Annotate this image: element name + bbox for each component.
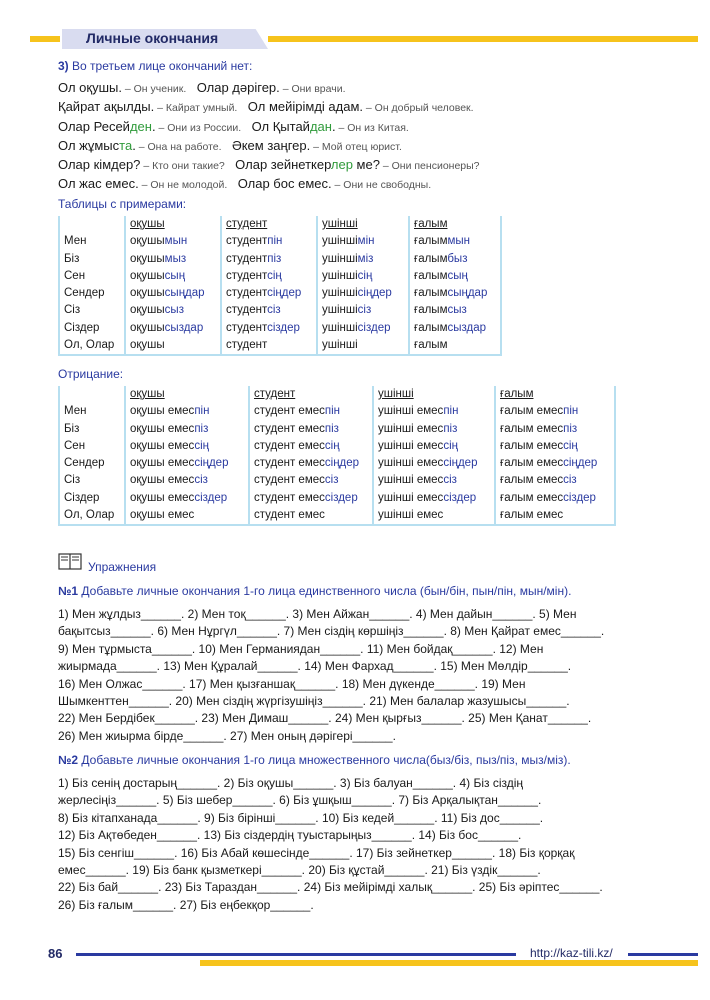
task2-number: №2 (58, 753, 79, 767)
table-cell (317, 320, 409, 337)
word-ending: піз (563, 422, 578, 435)
exercise-line: 22) Мен Бердібек______. 23) Мен Димаш______. 24) Мен қырғыз______. 25) Мен Қанат______. (58, 711, 592, 726)
word-ending: сіз (194, 474, 208, 487)
table-header: ғалым (409, 216, 501, 233)
example-translation: – Он ученик. (121, 83, 187, 95)
word-stem: ғалым емес (500, 457, 564, 470)
exercise-line: 15) Біз сенгіш______. 16) Біз Абай көшесінде______. 17) Біз зейнеткер______. 18) Біз қорқақ (58, 845, 575, 860)
word-stem: ушінші емес (378, 457, 444, 470)
table-header: ғалым (495, 386, 615, 403)
word-ending: сың (447, 269, 468, 282)
table-cell (249, 455, 373, 472)
pronoun-cell: Сіз (59, 302, 125, 319)
word-stem: студент (226, 287, 268, 300)
table-caption: Таблицы с примерами: (58, 197, 187, 211)
table-cell (317, 302, 409, 319)
exercise-line: Шымкенттен______. 20) Мен сіздің жүргізушіңіз______. 21) Мен балалар жазушысы______. (58, 694, 570, 709)
pronoun-cell: Сендер (59, 285, 125, 302)
word-ending: сіңдер (194, 457, 229, 470)
example-kazakh: Қайрат ақылды. (58, 99, 155, 114)
example-line (58, 80, 345, 95)
word-ending: сіңдер (563, 457, 598, 470)
word-ending: сыздар (447, 321, 487, 334)
exercise-line: 26) Мен жиырма бірде______. 27) Мен оның дәрігері______. (58, 728, 396, 743)
pronoun-cell: Сіздер (59, 320, 125, 337)
table-header: студент (221, 216, 317, 233)
word-ending: мыз (164, 252, 187, 265)
example-kazakh: Ол жас емес. (58, 176, 139, 191)
word-stem: ғалым (414, 235, 448, 248)
table-cell (373, 507, 495, 525)
example-kazakh: Ол мейірімді адам. (247, 99, 363, 114)
word-stem: ушінші емес (378, 474, 444, 487)
word-stem: ғалым (414, 252, 448, 265)
table-cell (249, 472, 373, 489)
example-kazakh: Олар кімдер? (58, 157, 141, 172)
word-stem: ушінші (322, 252, 358, 265)
table-cell (373, 421, 495, 438)
word-ending: сің (324, 439, 340, 452)
pronoun-cell: Ол, Олар (59, 337, 125, 355)
pronoun-cell: Сіздер (59, 490, 125, 507)
word-ending: сің (357, 269, 373, 282)
exercise-line: 1) Мен жұлдыз______. 2) Мен тоқ______. 3) Мен Айжан______. 4) Мен дайын______. 5) Мен (58, 607, 577, 621)
word-stem: оқушы (130, 235, 165, 248)
table-cell (125, 233, 221, 250)
word-ending: мін (357, 235, 375, 248)
table-cell (373, 472, 495, 489)
table-cell (317, 285, 409, 302)
exercise-line: жиырмада______. 13) Мен Құралай______. 14) Мен Фархад______. 15) Мен Мөлдір______. (58, 659, 572, 674)
table-cell (221, 285, 317, 302)
example-kazakh: Ол оқушы. (58, 80, 122, 95)
table-cell (125, 421, 249, 438)
table-cell (249, 403, 373, 420)
site-link[interactable]: http://kaz-tili.kz/ (530, 946, 613, 960)
pronoun-cell: Ол, Олар (59, 507, 125, 525)
exercise-line: 12) Біз Ақтөбеден______. 13) Біз сіздердің туыстарыңыз______. 14) Біз бос______. (58, 828, 522, 843)
table-cell (221, 302, 317, 319)
example-kazakh: Ол Қытай (251, 119, 310, 134)
table-cell (125, 268, 221, 285)
table-row (59, 251, 501, 268)
table-cell (249, 490, 373, 507)
pronoun-cell: Сіз (59, 472, 125, 489)
table-cell (221, 233, 317, 250)
word-stem: ушінші (322, 339, 358, 352)
word-stem: ушінші емес (378, 491, 444, 504)
exercises-title: Упражнения (88, 560, 157, 574)
table-cell (317, 251, 409, 268)
pronoun-cell: Біз (59, 421, 125, 438)
example-line (58, 157, 480, 172)
example-translation: – Они врачи. (279, 83, 346, 95)
example-kazakh-end: . (151, 119, 156, 134)
table-cell (249, 421, 373, 438)
table-cell (495, 455, 615, 472)
word-ending: сіңдер (357, 287, 392, 300)
example-translation: – Мой отец юрист. (310, 141, 402, 153)
example-translation: – Она на работе. (135, 141, 222, 153)
word-ending: пін (267, 235, 283, 248)
example-translation: – Они из России. (155, 122, 242, 134)
word-ending: быз (447, 252, 468, 265)
word-stem: оқушы (130, 269, 165, 282)
table-cell (221, 251, 317, 268)
word-stem: ғалым емес (500, 439, 564, 452)
word-stem: ушінші (322, 321, 358, 334)
table-cell (495, 403, 615, 420)
word-ending: сыңдар (447, 287, 488, 300)
word-stem: студент (226, 269, 268, 282)
table-row (59, 438, 615, 455)
exercise-line: жерлесіңіз______. 5) Біз шебер______. 6) Біз ұшқыш______. 7) Біз Арқалықтан______. (58, 793, 542, 808)
word-stem: оқушы емес (130, 491, 195, 504)
example-line (58, 138, 402, 153)
table-cell (221, 268, 317, 285)
table-cell (125, 251, 221, 268)
word-ending: сіздер (324, 491, 358, 504)
conjugation-table (58, 216, 502, 356)
table-cell (409, 268, 501, 285)
table-cell (125, 507, 249, 525)
table-header: студент (249, 386, 373, 403)
word-stem: студент емес (254, 474, 325, 487)
word-stem: ғалым (414, 321, 448, 334)
table-cell (317, 337, 409, 355)
table-row (59, 337, 501, 355)
word-ending: сыздар (164, 321, 204, 334)
table-cell (221, 320, 317, 337)
example-kazakh: Олар Ресей (58, 119, 130, 134)
section-heading (58, 59, 252, 73)
example-ending: та (119, 138, 133, 153)
word-ending: сіз (324, 474, 339, 487)
table-cell (125, 337, 221, 355)
word-stem: ғалым емес (500, 491, 564, 504)
example-translation: – Он из Китая. (335, 122, 409, 134)
task1-title: Добавьте личные окончания 1-го лица единственного числа (бын/бін, пын/пін, мын/мін). (81, 584, 572, 598)
task2-text (58, 775, 648, 914)
footer-rule-right (628, 953, 698, 956)
table-cell (125, 455, 249, 472)
pronoun-cell: Біз (59, 251, 125, 268)
page-number: 86 (48, 946, 63, 961)
table-cell (125, 472, 249, 489)
table-cell (221, 337, 317, 355)
table-row (59, 403, 615, 420)
table-header: оқушы (125, 386, 249, 403)
table-row (59, 455, 615, 472)
table-cell (125, 438, 249, 455)
word-stem: ғалым емес (500, 405, 564, 418)
word-ending: сіз (443, 474, 457, 487)
word-stem: студент емес (254, 457, 325, 470)
example-kazakh-end: . (132, 138, 136, 153)
table-cell (495, 438, 615, 455)
word-stem: ғалым (414, 269, 448, 282)
example-translation: – Они не свободны. (331, 179, 432, 191)
word-ending: пін (443, 405, 459, 418)
word-stem: ғалым (414, 304, 448, 317)
example-kazakh: Әкем заңгер. (231, 138, 311, 153)
table-row (59, 233, 501, 250)
table-cell (249, 507, 373, 525)
table-cell (495, 421, 615, 438)
exercise-line: 8) Біз кітапханада______. 9) Біз бірінші______. 10) Біз кедей______. 11) Біз дос______. (58, 810, 544, 825)
word-stem: студент (226, 339, 268, 352)
exercise-line: 26) Біз ғалым______. 27) Біз еңбекқор______. (58, 897, 314, 912)
table-cell (125, 302, 221, 319)
pronoun-cell: Сендер (59, 455, 125, 472)
word-stem: ғалым (414, 287, 448, 300)
exercise-line: 22) Біз бай______. 23) Біз Тараздан______. 24) Біз мейірімді халық______. 25) Біз әріптес______. (58, 880, 603, 895)
table-cell (125, 320, 221, 337)
exercise-line: емес______. 19) Біз банк қызметкері______. 20) Біз құстай______. 21) Біз үздік______. (58, 863, 541, 878)
pronoun-cell: Мен (59, 403, 125, 420)
negation-table (58, 386, 616, 526)
table-cell (249, 438, 373, 455)
table-header: ушінші (317, 216, 409, 233)
word-ending: мын (164, 235, 188, 248)
example-line (58, 176, 431, 191)
word-ending: мын (447, 235, 471, 248)
table-cell (409, 251, 501, 268)
word-ending: піз (194, 422, 209, 435)
table-cell (317, 268, 409, 285)
word-ending: сің (194, 439, 209, 452)
word-ending: сіздер (563, 491, 596, 504)
page-title: Личные окончания (86, 30, 219, 46)
word-stem: студент емес (254, 509, 325, 522)
table-caption: Отрицание: (58, 367, 124, 381)
example-translation: – Он не молодой. (138, 179, 228, 191)
pronoun-cell: Мен (59, 233, 125, 250)
table-header: ушінші (373, 386, 495, 403)
word-stem: студент емес (254, 491, 325, 504)
word-ending: піз (443, 422, 458, 435)
task1-number: №1 (58, 584, 79, 598)
exercise-line: 9) Мен тұрмыста______. 10) Мен Германиядан______. 11) Мен бойдақ______. 12) Мен (58, 641, 544, 656)
word-stem: оқушы (130, 287, 165, 300)
section-number: 3) (58, 59, 69, 73)
table-cell (409, 302, 501, 319)
footer-accent-bar (200, 960, 698, 966)
word-ending: сіздер (194, 491, 228, 504)
table-cell (125, 490, 249, 507)
example-kazakh-end: . (331, 119, 336, 134)
table-row (59, 268, 501, 285)
word-ending: сыз (164, 304, 184, 317)
task1-text (58, 606, 648, 745)
word-stem: оқушы емес (130, 474, 195, 487)
table-cell (495, 507, 615, 525)
table-cell (373, 403, 495, 420)
word-stem: ғалым емес (500, 509, 564, 522)
word-ending: піз (267, 252, 282, 265)
word-ending: сыңдар (164, 287, 205, 300)
word-stem: студент (226, 321, 268, 334)
word-stem: ушінші емес (378, 509, 444, 522)
word-stem: студент (226, 235, 268, 248)
word-ending: сің (267, 269, 282, 282)
word-stem: ушінші (322, 287, 358, 300)
word-ending: пін (194, 405, 210, 418)
word-stem: оқушы емес (130, 509, 195, 522)
word-stem: ушінші (322, 235, 358, 248)
word-ending: сіздер (357, 321, 391, 334)
example-translation: – Они пенсионеры? (379, 160, 480, 172)
task2-title: Добавьте личные окончания 1-го лица множественного числа(быз/біз, пыз/піз, мыз/міз). (81, 753, 571, 767)
word-ending: сіз (267, 304, 281, 317)
word-stem: студент емес (254, 422, 325, 435)
example-kazakh: Олар дәрігер. (196, 80, 280, 95)
table-cell (409, 285, 501, 302)
word-ending: сіңдер (267, 287, 302, 300)
word-ending: сіз (357, 304, 372, 317)
table-cell (317, 233, 409, 250)
table-header (59, 386, 125, 403)
word-stem: оқушы (130, 304, 165, 317)
table-row (59, 490, 615, 507)
book-icon (58, 553, 82, 570)
example-translation: – Кайрат умный. (154, 102, 238, 114)
table-cell (409, 337, 501, 355)
table-cell (125, 285, 221, 302)
word-ending: сың (164, 269, 186, 282)
word-stem: оқушы (130, 252, 165, 265)
word-stem: студент емес (254, 439, 325, 452)
table-cell (373, 490, 495, 507)
example-kazakh: Олар зейнеткер (235, 157, 331, 172)
table-cell (495, 472, 615, 489)
example-translation: – Кто они такие? (140, 160, 225, 172)
example-line (58, 99, 474, 114)
exercise-line: бақытсыз______. 6) Мен Нұргүл______. 7) Мен сіздің көршіңіз______. 8) Мен Қайрат емес______. (58, 624, 605, 639)
example-translation: – Он добрый человек. (363, 102, 474, 114)
word-ending: піз (324, 422, 339, 435)
word-ending: пін (324, 405, 341, 418)
table-cell (495, 490, 615, 507)
table-row (59, 507, 615, 525)
word-ending: сіңдер (324, 457, 360, 470)
word-ending: міз (357, 252, 374, 265)
word-stem: оқушы емес (130, 439, 195, 452)
word-ending: сіздер (443, 491, 477, 504)
example-kazakh: Ол жұмыс (58, 138, 120, 153)
word-stem: оқушы (130, 339, 165, 352)
table-header: оқушы (125, 216, 221, 233)
word-stem: ғалым емес (500, 474, 564, 487)
task2-heading (58, 753, 571, 767)
table-cell (373, 438, 495, 455)
task1-heading (58, 584, 571, 598)
word-stem: оқушы емес (130, 405, 195, 418)
word-ending: сыз (447, 304, 467, 317)
table-row (59, 472, 615, 489)
table-row (59, 285, 501, 302)
example-ending: лер (330, 157, 353, 172)
table-cell (409, 233, 501, 250)
table-cell (125, 403, 249, 420)
word-ending: пін (563, 405, 579, 418)
word-stem: студент (226, 304, 268, 317)
table-row (59, 320, 501, 337)
word-ending: сіңдер (443, 457, 478, 470)
word-stem: студент (226, 252, 268, 265)
word-ending: сің (443, 439, 458, 452)
word-stem: ушінші емес (378, 405, 444, 418)
word-stem: ушінші емес (378, 422, 444, 435)
word-stem: оқушы емес (130, 422, 195, 435)
word-ending: сіз (563, 474, 577, 487)
example-kazakh: Олар бос емес. (237, 176, 332, 191)
table-cell (409, 320, 501, 337)
exercise-line: 1) Біз сенің достарың______. 2) Біз оқушы______. 3) Біз балуан______. 4) Біз сіздің (58, 776, 524, 790)
word-stem: студент емес (254, 405, 325, 418)
table-row (59, 421, 615, 438)
word-stem: оқушы емес (130, 457, 195, 470)
word-stem: ушінші (322, 269, 358, 282)
footer-rule (76, 953, 516, 956)
word-stem: ушінші емес (378, 439, 444, 452)
header-accent-bar-left (30, 36, 60, 42)
word-stem: оқушы (130, 321, 165, 334)
word-stem: ушінші (322, 304, 358, 317)
word-stem: ғалым емес (500, 422, 564, 435)
example-kazakh-end: ме? (352, 157, 380, 172)
example-line (58, 119, 409, 134)
example-ending: ден (129, 119, 152, 134)
pronoun-cell: Сен (59, 438, 125, 455)
table-header (59, 216, 125, 233)
word-stem: ғалым (414, 339, 448, 352)
example-ending: дан (309, 119, 332, 134)
header-accent-bar-right (268, 36, 698, 42)
word-ending: сіздер (267, 321, 300, 334)
section-title: Во третьем лице окончаний нет: (72, 59, 253, 73)
word-ending: сің (563, 439, 578, 452)
table-cell (373, 455, 495, 472)
pronoun-cell: Сен (59, 268, 125, 285)
table-row (59, 302, 501, 319)
exercise-line: 16) Мен Олжас______. 17) Мен қызғаншақ______. 18) Мен дүкенде______. 19) Мен (58, 676, 526, 691)
